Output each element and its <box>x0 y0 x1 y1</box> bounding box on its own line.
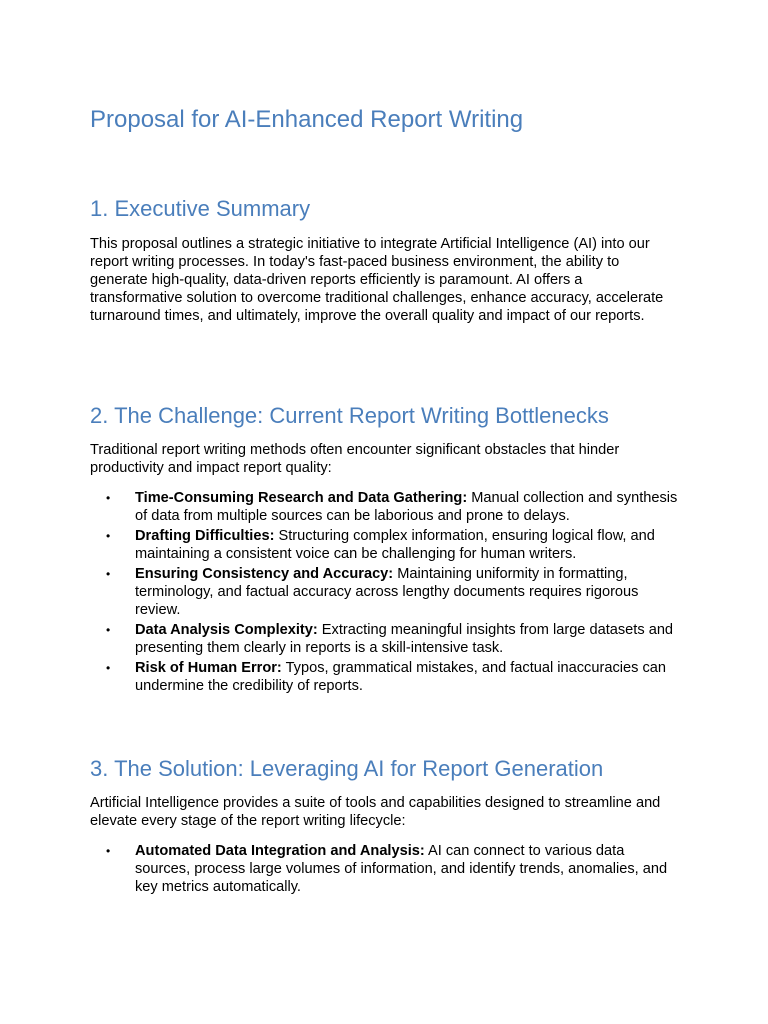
bullet-term: Automated Data Integration and Analysis: <box>135 843 425 859</box>
list-item <box>90 659 680 695</box>
list-item <box>90 842 680 896</box>
section-heading-executive-summary: 1. Executive Summary <box>90 196 311 221</box>
bullet-icon: • <box>106 491 111 505</box>
list-item <box>90 565 680 619</box>
list-item <box>90 489 680 525</box>
challenge-intro-paragraph: Traditional report writing methods often encounter significant obstacles that hinder productivity and impact report quality: <box>90 442 620 476</box>
bullet-term: Ensuring Consistency and Accuracy: <box>135 566 394 582</box>
bullet-text: Typos, grammatical mistakes, and factual inaccuracies can undermine the credibility of reports. <box>135 660 666 694</box>
solution-bullet-list <box>90 842 680 898</box>
bullet-term: Risk of Human Error: <box>135 660 282 676</box>
list-item <box>90 621 680 657</box>
document-title: Proposal for AI-Enhanced Report Writing <box>90 106 524 133</box>
bullet-icon: • <box>106 529 111 543</box>
bullet-icon: • <box>106 623 111 637</box>
section-heading-challenge: 2. The Challenge: Current Report Writing Bottlenecks <box>90 403 609 428</box>
bullet-text: AI can connect to various data sources, process large volumes of information, and identify trends, anomalies, and key metrics automatically. <box>135 843 668 895</box>
executive-summary-paragraph: This proposal outlines a strategic initiative to integrate Artificial Intelligence (AI) into our report writing processes. In today's fast-paced business environment, the ability to generate high-quality, data-driven reports efficiently is paramount. AI offers a transformative solution to overcome traditional challenges, enhance accuracy, accelerate turnaround times, and ultimately, improve the overall quality and impact of our reports. <box>90 236 664 324</box>
bullet-text: Maintaining uniformity in formatting, terminology, and factual accuracy across lengthy documents requires rigorous review. <box>135 566 639 618</box>
solution-intro-paragraph: Artificial Intelligence provides a suite of tools and capabilities designed to streamline and elevate every stage of the report writing lifecycle: <box>90 795 661 829</box>
section-heading-solution: 3. The Solution: Leveraging AI for Report Generation <box>90 756 604 781</box>
bullet-icon: • <box>106 567 111 581</box>
challenge-bullet-list <box>90 489 680 697</box>
bullet-text: Manual collection and synthesis of data from multiple sources can be laborious and prone to delays. <box>135 490 678 524</box>
bullet-text: Extracting meaningful insights from large datasets and presenting them clearly in reports is a skill-intensive task. <box>135 622 674 656</box>
bullet-icon: • <box>106 844 111 858</box>
bullet-term: Data Analysis Complexity: <box>135 622 318 638</box>
bullet-term: Drafting Difficulties: <box>135 528 275 544</box>
bullet-text: Structuring complex information, ensuring logical flow, and maintaining a consistent voice can be challenging for human writers. <box>135 528 655 562</box>
list-item <box>90 527 680 563</box>
bullet-term: Time-Consuming Research and Data Gathering: <box>135 490 468 506</box>
bullet-icon: • <box>106 661 111 675</box>
